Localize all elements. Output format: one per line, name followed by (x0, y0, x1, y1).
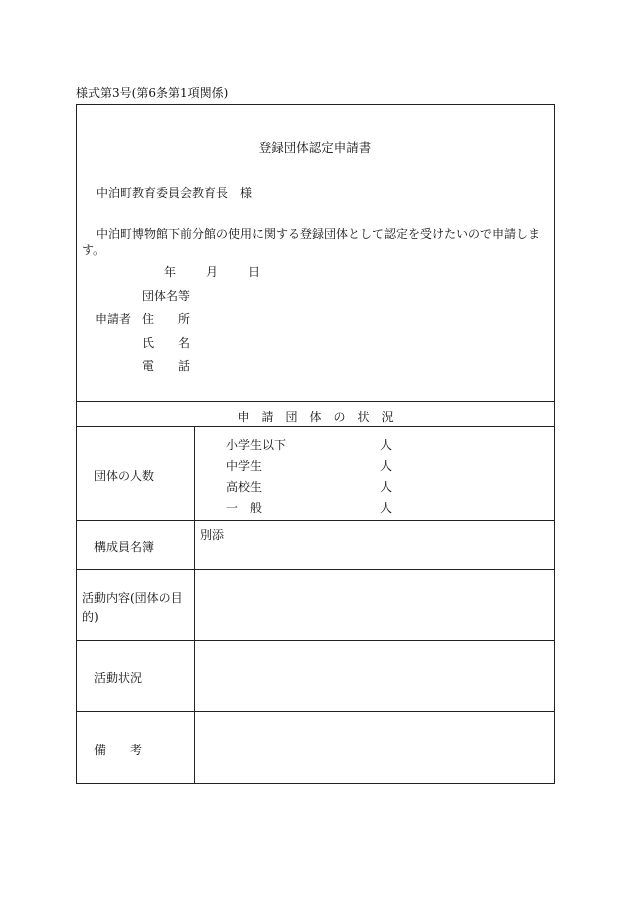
member-count-label: 団体の人数 (94, 469, 155, 483)
applicant-org-name-field[interactable]: 団体名等 (142, 289, 191, 303)
applicant-phone-field[interactable]: 電 話 (142, 359, 191, 373)
category-elementary: 小学生以下 (226, 438, 287, 452)
status-section-header: 申 請 団 体 の 状 況 (237, 410, 394, 424)
addressee: 中泊町教育委員会教育長 様 (96, 186, 253, 200)
applicant-label: 申請者 (95, 312, 132, 326)
divider-roster (76, 569, 555, 570)
unit-general: 人 (380, 501, 393, 515)
form-number-label: 様式第3号(第6条第1項関係) (76, 86, 229, 100)
divider-header-top (76, 401, 555, 402)
roster-label: 構成員名簿 (94, 540, 155, 554)
date-day-label: 日 (248, 265, 261, 279)
remarks-label: 備 考 (94, 743, 143, 757)
application-statement: 中泊町博物館下前分館の使用に関する登録団体として認定を受けたいので申請します。 (82, 227, 541, 257)
remarks-field[interactable] (195, 712, 554, 783)
unit-elementary: 人 (380, 438, 393, 452)
category-high-school: 高校生 (226, 480, 263, 494)
date-year-label: 年 (164, 265, 177, 279)
activity-status-field[interactable] (195, 641, 554, 710)
category-general: 一 般 (226, 501, 263, 515)
activity-content-label-line2: 的) (82, 610, 99, 624)
date-month-label: 月 (206, 265, 219, 279)
activity-content-label-line1: 活動内容(団体の目 (82, 591, 183, 605)
applicant-address-field[interactable]: 住 所 (142, 312, 191, 326)
form-title: 登録団体認定申請書 (258, 140, 372, 155)
divider-header-bottom (76, 426, 555, 427)
activity-status-label: 活動状況 (94, 671, 143, 685)
unit-high-school: 人 (380, 480, 393, 494)
date-line[interactable] (164, 263, 260, 280)
roster-value: 別添 (200, 528, 225, 542)
divider-members (76, 520, 555, 521)
category-junior-high: 中学生 (226, 459, 263, 473)
applicant-name-field[interactable]: 氏 名 (142, 336, 191, 350)
unit-junior-high: 人 (380, 459, 393, 473)
